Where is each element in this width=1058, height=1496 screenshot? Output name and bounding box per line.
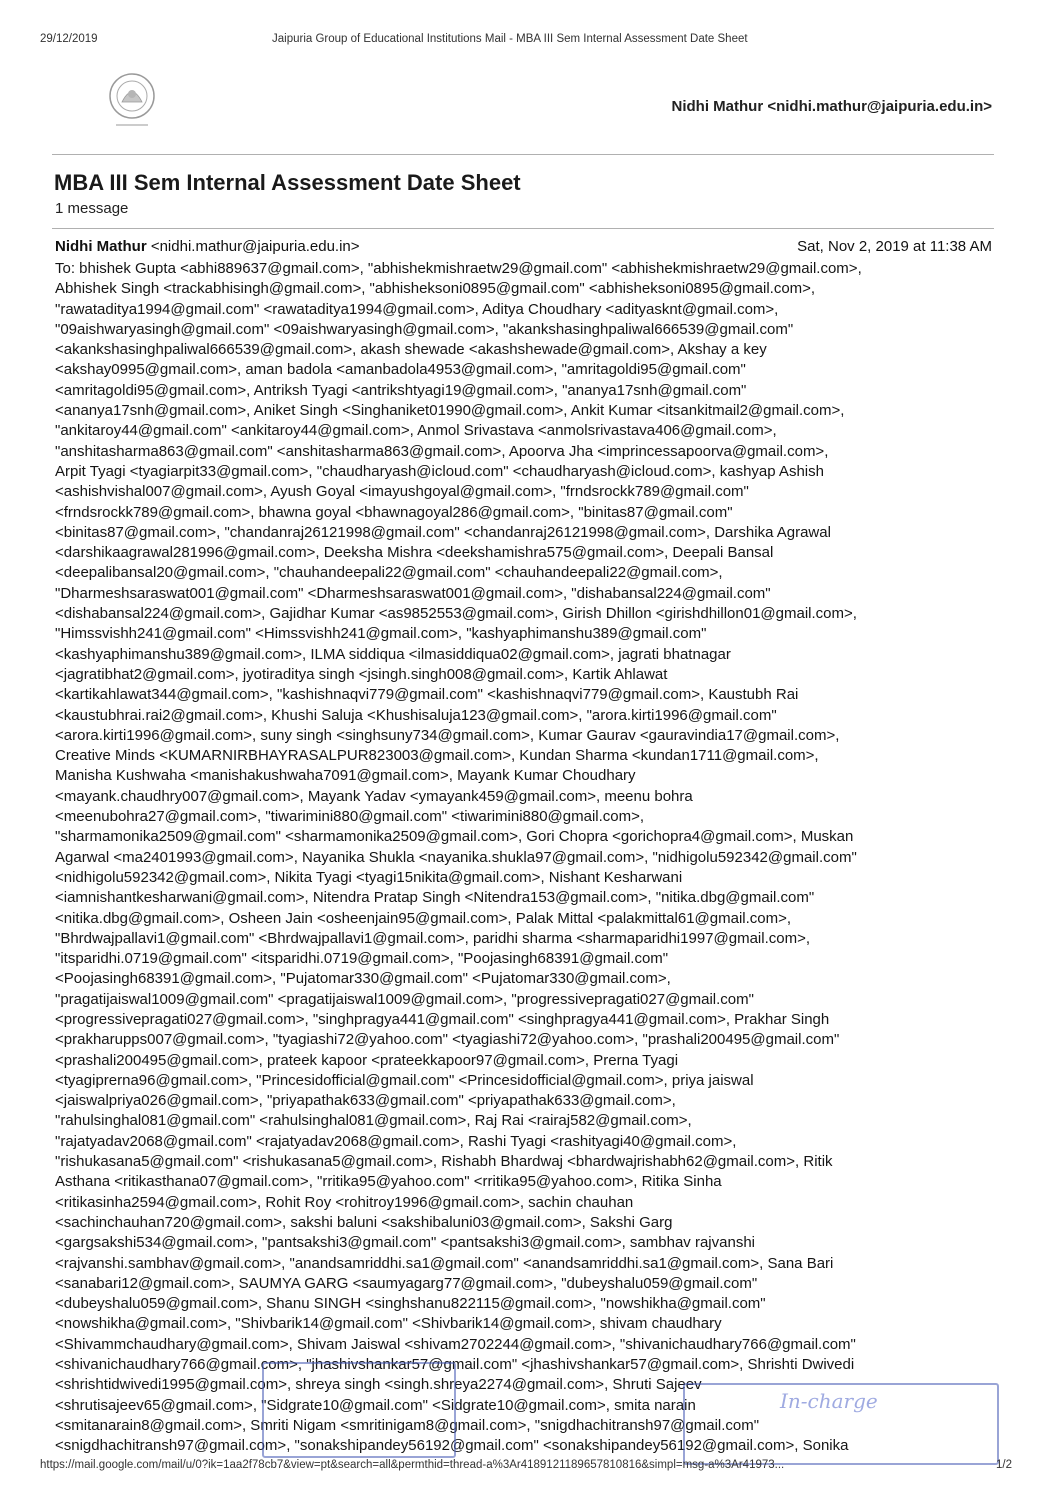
recipient-line: "Bhrdwajpallavi1@gmail.com" <Bhrdwajpallavi1@gmail.com>, paridhi sharma <sharmaparidhi1997@gmail.com>, (55, 929, 811, 947)
recipient-line: "rajatyadav2068@gmail.com" <rajatyadav2068@gmail.com>, Rashi Tyagi <rashityagi40@gmail.com>, (55, 1132, 737, 1150)
recipient-line: <prakharupps007@gmail.com>, "tyagiashi72@yahoo.com" <tyagiashi72@yahoo.com>, "prashali200495@gmail.com" (55, 1031, 840, 1049)
recipient-line: Manisha Kushwaha <manishakushwaha7091@gmail.com>, Mayank Kumar Choudhary (55, 767, 636, 785)
recipient-line: "09aishwaryasingh@gmail.com" <09aishwaryasingh@gmail.com>, "akankshasinghpaliwal666539@gmail.com" (55, 320, 794, 338)
recipient-line: <frndsrockk789@gmail.com>, bhawna goyal <bhawnagoyal286@gmail.com>, "binitas87@gmail.com" (55, 503, 733, 521)
recipient-line: <tyagiprerna96@gmail.com>, "Princesidofficial@gmail.com" <Princesidofficial@gmail.com>, priya jaiswal (55, 1071, 754, 1089)
recipient-line: "rahulsinghal081@gmail.com" <rahulsinghal081@gmail.com>, Raj Rai <rairaj582@gmail.com>, (55, 1112, 692, 1130)
recipient-line: "rawataditya1994@gmail.com" <rawataditya1994@gmail.com>, Aditya Choudhary <adityasknt@gmail.com>, (55, 300, 779, 318)
recipient-line: <mayank.chaudhry007@gmail.com>, Mayank Yadav <ymayank459@gmail.com>, meenu bohra (55, 787, 693, 805)
account-label: Nidhi Mathur <nidhi.mathur@jaipuria.edu.in> (671, 98, 992, 115)
recipient-line: "rishukasana5@gmail.com" <rishukasana5@gmail.com>, Rishabh Bhardwaj <bhardwajrishabh62@gmail.com>, Ritik (55, 1153, 833, 1171)
recipient-line: "Dharmeshsaraswat001@gmail.com" <Dharmeshsaraswat001@gmail.com>, "dishabansal224@gmail.com" (55, 584, 771, 602)
recipient-line: <rajvanshi.sambhav@gmail.com>, "anandsamriddhi.sa1@gmail.com" <anandsamriddhi.sa1@gmail.com>, Sana Bari (55, 1254, 834, 1272)
print-url: https://mail.google.com/mail/u/0?ik=1aa2f78cb7&view=pt&search=all&permthid=thread-a%3Ar4189121189657810816&simpl=msg-a%3Ar41973... (40, 1459, 785, 1471)
recipient-line: <nidhigolu592342@gmail.com>, Nikita Tyagi <tyagi15nikita@gmail.com>, Nishant Kesharwani (55, 868, 683, 886)
recipient-line: <darshikaagrawal281996@gmail.com>, Deeksha Mishra <deekshamishra575@gmail.com>, Deepali Bansal (55, 544, 774, 562)
header-divider (52, 154, 994, 155)
recipient-line: <nitika.dbg@gmail.com>, Osheen Jain <osheenjain95@gmail.com>, Palak Mittal <palakmittal61@gmail.com>, (55, 909, 792, 927)
recipient-line: <kaustubhrai.rai2@gmail.com>, Khushi Saluja <Khushisaluja123@gmail.com>, "arora.kirti1996@gmail.com" (55, 706, 777, 724)
recipient-line: <jaiswalpriya026@gmail.com>, "priyapathak633@gmail.com" <priyapathak633@gmail.com>, (55, 1092, 676, 1110)
incharge-stamp (683, 1383, 999, 1465)
message-count: 1 message (55, 200, 129, 217)
recipient-line: <deepalibansal20@gmail.com>, "chauhandeepali22@gmail.com" <chauhandeepali22@gmail.com>, (55, 564, 723, 582)
recipient-line: <progressivepragati027@gmail.com>, "singhpragya441@gmail.com" <singhpragya441@gmail.com>, Prakhar Singh (55, 1010, 830, 1028)
recipient-line: "itsparidhi.0719@gmail.com" <itsparidhi.0719@gmail.com>, "Poojasingh68391@gmail.com" (55, 950, 669, 968)
recipient-line: <sachinchauhan720@gmail.com>, sakshi baluni <sakshibaluni03@gmail.com>, Sakshi Garg (55, 1213, 673, 1231)
recipient-line: <Poojasingh68391@gmail.com>, "Pujatomar330@gmail.com" <Pujatomar330@gmail.com>, (55, 970, 671, 988)
office-stamp (262, 1362, 456, 1458)
recipient-line: <akankshasinghpaliwal666539@gmail.com>, akash shewade <akashshewade@gmail.com>, Akshay a key (55, 341, 767, 359)
recipient-line: <Shivammchaudhary@gmail.com>, Shivam Jaiswal <shivam2702244@gmail.com>, "shivanichaudhary766@gmail.com" (55, 1335, 856, 1353)
recipient-line: <nowshikha@gmail.com>, "Shivbarik14@gmail.com" <Shivbarik14@gmail.com>, shivam chaudhary (55, 1315, 722, 1333)
institution-logo (100, 68, 164, 132)
message-divider (52, 228, 994, 229)
message-timestamp: Sat, Nov 2, 2019 at 11:38 AM (797, 238, 992, 255)
print-header (40, 33, 1020, 49)
recipient-line: <arora.kirti1996@gmail.com>, suny singh <singhsuny734@gmail.com>, Kumar Gaurav <gauravindia17@gmail.com>, (55, 726, 840, 744)
recipient-line: <iamnishantkesharwani@gmail.com>, Nitendra Pratap Singh <Nitendra153@gmail.com>, "nitika.dbg@gmail.com" (55, 889, 815, 907)
recipient-line: Asthana <ritikasthana07@gmail.com>, "rritika95@yahoo.com" <rritika95@yahoo.com>, Ritika Sinha (55, 1173, 722, 1191)
recipient-line: <shrutisajeev65@gmail.com>, "Sidgrate10@gmail.com" <Sidgrate10@gmail.com>, smita narain (55, 1396, 696, 1414)
recipient-line: <sanabari12@gmail.com>, SAUMYA GARG <saumyagarg77@gmail.com>, "dubeyshalu059@gmail.com" (55, 1274, 758, 1292)
recipient-line: <prashali200495@gmail.com>, prateek kapoor <prateekkapoor97@gmail.com>, Prerna Tyagi (55, 1051, 679, 1069)
stamp-text: In-charge (780, 1389, 878, 1413)
recipient-line: <kartikahlawat344@gmail.com>, "kashishnaqvi779@gmail.com" <kashishnaqvi779@gmail.com>, Kaustubh Rai (55, 686, 799, 704)
recipient-line: "pragatijaiswal1009@gmail.com" <pragatijaiswal1009@gmail.com>, "progressivepragati027@gmail.com" (55, 990, 754, 1008)
sender-name: Nidhi Mathur (55, 238, 147, 255)
recipient-line: <ashishvishal007@gmail.com>, Ayush Goyal <imayushgoyal@gmail.com>, "frndsrockk789@gmail.com" (55, 483, 749, 501)
page-number: 1/2 (996, 1459, 1012, 1471)
recipient-line: <jagratibhat2@gmail.com>, jyotiraditya singh <jsingh.singh008@gmail.com>, Kartik Ahlawat (55, 665, 668, 683)
recipient-line: <shivanichaudhary766@gmail.com>, "jhashivshankar57@gmail.com" <jhashivshankar57@gmail.com>, Shrishti Dwivedi (55, 1356, 855, 1374)
recipient-line: <ananya17snh@gmail.com>, Aniket Singh <Singhaniket01990@gmail.com>, Ankit Kumar <itsankitmail2@gmail.com>, (55, 402, 845, 420)
recipient-line: <smitanarain8@gmail.com>, Smriti Nigam <smritinigam8@gmail.com>, "snigdhachitransh97@gmail.com" (55, 1416, 760, 1434)
recipient-line: Creative Minds <KUMARNIRBHAYRASALPUR823003@gmail.com>, Kundan Sharma <kundan1711@gmail.com>, (55, 747, 819, 765)
recipient-line: <kashyaphimanshu389@gmail.com>, ILMA siddiqua <ilmasiddiqua02@gmail.com>, jagrati bhatnagar (55, 645, 731, 663)
message-sender (55, 238, 360, 255)
recipient-line: Abhishek Singh <trackabhisingh@gmail.com>, "abhisheksoni0895@gmail.com" <abhisheksoni0895@gmail.com>, (55, 280, 816, 298)
recipient-line: <binitas87@gmail.com>, "chandanraj26121998@gmail.com" <chandanraj26121998@gmail.com>, Darshika Agrawal (55, 523, 831, 541)
print-page-title: Jaipuria Group of Educational Institutions Mail - MBA III Sem Internal Assessment Date Sheet (272, 33, 748, 45)
print-date: 29/12/2019 (40, 33, 98, 45)
recipient-line: <dishabansal224@gmail.com>, Gajidhar Kumar <as9852553@gmail.com>, Girish Dhillon <girishdhillon01@gmail.com>, (55, 605, 857, 623)
recipient-line: <snigdhachitransh97@gmail.com>, "sonakshipandey56192@gmail.com" <sonakshipandey56192@gmail.com>, Sonika (55, 1437, 849, 1455)
recipient-line: <ritikasinha2594@gmail.com>, Rohit Roy <rohitroy1996@gmail.com>, sachin chauhan (55, 1193, 634, 1211)
recipient-line: Agarwal <ma2401993@gmail.com>, Nayanika Shukla <nayanika.shukla97@gmail.com>, "nidhigolu592342@gmail.com" (55, 848, 857, 866)
recipient-line: Arpit Tyagi <tyagiarpit33@gmail.com>, "chaudharyash@icloud.com" <chaudharyash@icloud.com>, kashyap Ashish (55, 462, 824, 480)
sender-email: <nidhi.mathur@jaipuria.edu.in> (150, 238, 360, 255)
recipient-list (55, 259, 995, 1457)
recipient-line: <akshay0995@gmail.com>, aman badola <amanbadola4953@gmail.com>, "amritagoldi95@gmail.com" (55, 361, 746, 379)
recipient-line: "Himssvishh241@gmail.com" <Himssvishh241@gmail.com>, "kashyaphimanshu389@gmail.com" (55, 625, 707, 643)
recipient-line: <shrishtidwivedi1995@gmail.com>, shreya singh <singh.shreya2274@gmail.com>, Shruti Sajeev (55, 1376, 702, 1394)
recipient-line: "anshitasharma863@gmail.com" <anshitasharma863@gmail.com>, Apoorva Jha <imprincessapoorva@gmail.com>, (55, 442, 829, 460)
recipient-line: <gargsakshi534@gmail.com>, "pantsakshi3@gmail.com" <pantsakshi3@gmail.com>, sambhav rajvanshi (55, 1234, 755, 1252)
print-footer (40, 1459, 1012, 1475)
recipient-line: "ankitaroy44@gmail.com" <ankitaroy44@gmail.com>, Anmol Srivastava <anmolsrivastava406@gmail.com>, (55, 422, 777, 440)
recipient-line: <dubeyshalu059@gmail.com>, Shanu SINGH <singhshanu822115@gmail.com>, "nowshikha@gmail.com" (55, 1295, 766, 1313)
recipient-line: <meenubohra27@gmail.com>, "tiwarimini880@gmail.com" <tiwarimini880@gmail.com>, (55, 808, 645, 826)
recipient-line: "sharmamonika2509@gmail.com" <sharmamonika2509@gmail.com>, Gori Chopra <gorichopra4@gmail.com>, Muskan (55, 828, 854, 846)
recipient-line: To: bhishek Gupta <abhi889637@gmail.com>, "abhishekmishraetw29@gmail.com" <abhishekmishraetw29@gmail.com>, (55, 260, 862, 277)
recipient-line: <amritagoldi95@gmail.com>, Antriksh Tyagi <antrikshtyagi19@gmail.com>, "ananya17snh@gmail.com" (55, 381, 747, 399)
thread-subject: MBA III Sem Internal Assessment Date Sheet (54, 170, 521, 195)
